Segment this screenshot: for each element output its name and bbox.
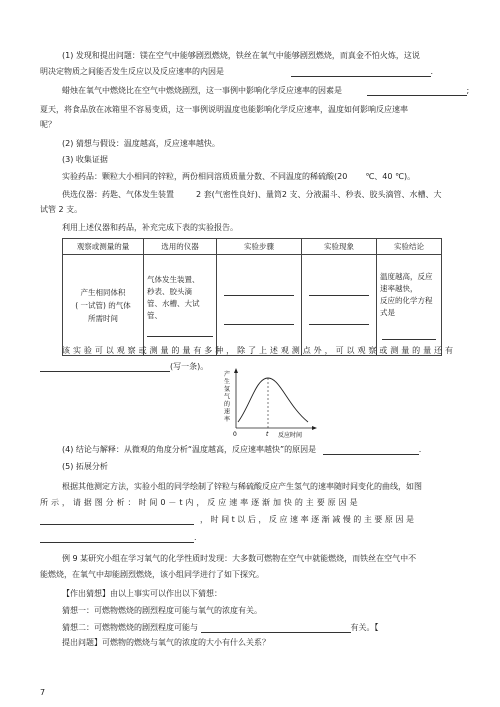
p3-line4: 试管 2 支。 [40,205,83,214]
table-cell-steps [217,255,302,356]
answer-blank-instrument[interactable] [147,326,213,337]
p3-line1: (3) 收集证据 [62,155,108,164]
ex9-line2: 能燃烧，在氧气中却能剧烈燃烧，该小组同学进行了如下探究。 [40,570,264,579]
p1-line4: 夏天，将食品放在冰箱里不容易变质，这一事例说明温度也能影响化学反应速率，温度如何影响反应速率 [40,105,408,114]
answer-blank-guess-two[interactable] [201,624,351,633]
graph-ylabel-char: 的 [224,401,231,408]
p3-line2-temps: ℃、40 ℃)。 [365,172,416,181]
p3-line3-text: 供选仪器：药匙、气体发生装置 [62,190,174,199]
p1-line2-text: 明决定物质之间能否发生反应以及反应速率的内因是 [40,67,224,76]
y-axis-arrow [234,368,238,373]
answer-blank-step-1[interactable] [224,285,294,296]
answer-blank-inner-cause[interactable] [291,68,431,77]
after-table-line2: (写一条)。 [40,361,208,372]
table-header: 观察或测量的量 [63,239,144,255]
graph-ylabel-char: 生 [224,378,231,386]
answer-blank-microscopic-reason[interactable] [323,446,419,455]
answer-blank-equation[interactable] [382,329,436,340]
p3-line5: 利用上述仪器和药品，补充完成下表的实验报告。 [62,223,238,232]
p3-line3 [62,189,442,200]
graph-xlabel: 反应时间 [278,432,303,439]
graph-t-label: t [266,431,269,438]
answer-blank-phenomenon-2[interactable] [309,314,369,325]
answer-blank-slowdown-reason[interactable] [40,534,194,543]
graph-ylabel-char: 气 [224,393,231,401]
p2-line1: (2) 猜想与假设：温度越高，反应速率越快。 [62,139,220,148]
p1-line2: 明决定物质之间能否发生反应以及反应速率的内因是 . [40,67,434,76]
p4-line1: (4) 结论与解释：从微观的角度分析“温度越高，反应速率越快”的原因是 . [62,445,422,454]
p5-line5: . [40,532,197,543]
x-axis-arrow [312,426,317,430]
ex9-line6: 提出问题】可燃物的燃烧与氧气的浓度的大小有什么关系？ [62,638,270,647]
p4-line1-text: (4) 结论与解释：从微观的角度分析“温度越高，反应速率越快”的原因是 [62,445,317,454]
graph-ylabel-char: 氢 [224,386,231,393]
ex9-line3: 【作出猜想】由以上事实可以作出以下猜想： [62,589,222,598]
experiment-report-table [62,238,442,356]
p5-line3: 所 示 ， 请 据 图 分 析 ： 时 间 0 － t 内 ， 反 应 速 率 逐 渐 加 快 的 主 要 原 因 是 [40,498,358,507]
answer-blank-other-quantity[interactable] [40,363,170,372]
answer-blank-candle-factor[interactable] [367,87,467,96]
p5-line2: 根据其他测定方法，实验小组的同学绘制了锌粒与稀硫酸反应产生氢气的速率随时间变化的曲线，如图 [62,482,422,491]
answer-blank-phenomenon-1[interactable] [309,285,369,296]
p3-line2 [62,171,415,182]
p3-line2-text: 实验药品：颗粒大小相同的锌粒，两份相同溶质质量分数、不同温度的稀硫酸(20 [62,172,348,181]
graph-ylabel [224,370,230,423]
p5-line1: (5) 拓展分析 [62,462,108,471]
ex9-line1: 例 9 某研究小组在学习氧气的化学性质时发现：大多数可燃物在空气中就能燃烧，而铁丝在空气中不 [62,554,417,563]
ex9-line4: 猜想一：可燃物燃烧的剧烈程度可能与氧气的浓度有关。 [62,606,262,615]
table-cell-phenomenon [302,255,377,356]
rate-time-graph [222,366,322,442]
page-number: 7 [40,688,46,697]
p1-line5: 呢？ [40,120,56,129]
graph-ylabel-char: 率 [224,416,231,423]
table-header: 实验现象 [302,239,377,255]
p1-line3: 蜡烛在氧气中燃烧比在空气中燃烧剧烈，这一事例中影响化学反应速率的因素是 ; [62,86,470,95]
p3-line3-rest: 2 套(气密性良好)、量筒2 支、分液漏斗、秒表、胶头滴管、水槽、大 [196,190,442,199]
graph-ylabel-char: 速 [224,408,231,416]
table-header: 实验结论 [377,239,442,255]
graph-ylabel-char: 产 [224,371,231,378]
table-cell-conclusion: 温度越高，反应 速率越快， 反应的化学方程式是 [377,255,442,356]
p1-line3-text: 蜡烛在氧气中燃烧比在空气中燃烧剧烈，这一事例中影响化学反应速率的因素是 [62,86,342,95]
p5-line4: ， 时 间 t 以 后 ， 反 应 速 率 逐 渐 减 慢 的 主 要 原 因 是 [40,514,414,525]
table-cell-measured: 产生相同体积 ( 一试管) 的气体 所需时间 [63,255,144,356]
answer-blank-step-2[interactable] [224,314,294,325]
table-header: 实验步骤 [217,239,302,255]
after-table-line1: 该 实 验 可 以 观 察 或 测 量 的 量 有 多 种 ， 除 了 上 述 观 测 点 外 ， 可 以 观 察 或 测 量 的 量 还 有 [62,346,454,355]
p1-line1: (1) 发现和提出问题：镁在空气中能够剧烈燃烧，铁丝在氧气中能够剧烈燃烧，而真金不怕火炼，这说 [62,51,420,60]
table-cell-instruments: 气体发生装置、 秒表、胶头滴 管、水槽、大试 管、 [144,255,217,356]
ex9-line5-text: 猜想二：可燃物燃烧的剧烈程度可能与 [62,623,198,632]
table-header: 选用的仪器 [144,239,217,255]
rate-curve [238,378,308,422]
answer-blank-speedup-reason[interactable] [40,516,194,525]
ex9-line5: 猜想二：可燃物燃烧的剧烈程度可能与 有关。【 [62,623,379,632]
graph-origin-label: 0 [233,431,237,438]
